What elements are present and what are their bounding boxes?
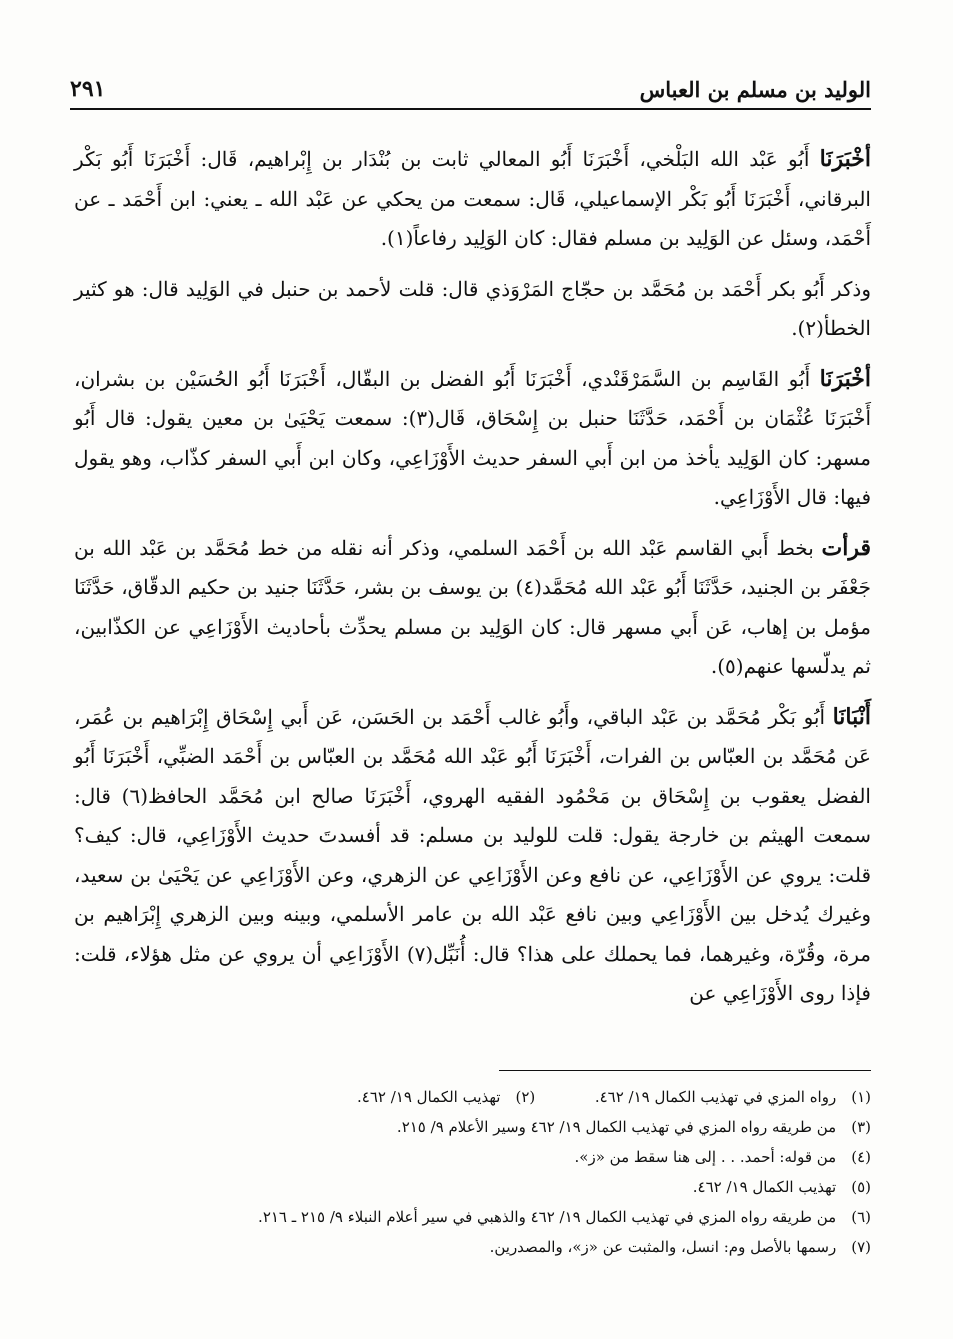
footnote-separator	[499, 1070, 871, 1071]
footnote-text: رسمها بالأصل وم: انسل، والمثبت عن «ز»، والمصدرين.	[489, 1238, 837, 1256]
footnote	[120, 1232, 871, 1262]
paragraph-text: بخط أَبي القاسم عَبْد الله بن أَحْمَد السلمي، وذكر أنه نقله من خط مُحَمَّد بن عَبْد الله بن جَعْفَر بن الجنيد، حَدَّثَنَا أَبُو عَبْد الله مُحَمَّد(٤) بن يوسف بن بشر، حَدَّثَنَا جنيد بن حكيم الدقّاق، حَدَّثَنَا مؤمل بن إهاب، عَن أَبي مسهر قال: كان الوَلِيد بن مسلم يحدِّث بأحاديث الأَوْزَاعِي عن الكذّابين، ثم يدلّسها عنهم(٥).	[74, 535, 871, 678]
paragraph-lead-word: أخْبَرَنَا	[819, 146, 871, 172]
paragraph-text: أَبُو القَاسِم بن السَّمَرْقَنْدي، أَخْبَرَنَا أَبُو الفضل بن البقّال، أَخْبَرَنَا أَبُو الحُسَيْن بن بشران، أَخْبَرَنَا عُثْمَان بن أَحْمَد، حَدَّثَنَا حنبل بن إِسْحَاق، قَال(٣): سمعت يَحْيَىٰ بن معين يقول: قال أَبُو مسهر: كان الوَلِيد يأخذ من ابن أَبي السفر حديث الأَوْزَاعِي، وكان ابن أَبي السفر كذّاب، وهو يقول فيها: قال الأَوْزَاعِي.	[74, 366, 871, 509]
paragraph-text: وذكر أَبُو بكر أَحْمَد بن مُحَمَّد بن حجّاج المَرْوَذي قال: قلت لأحمد بن حنبل في الوَلِيد قال: هو كثير الخطأ(٢).	[74, 276, 871, 340]
footnote	[120, 1142, 871, 1172]
footnote	[120, 1112, 871, 1142]
footnote	[120, 1202, 871, 1232]
footnote-number: (٢)	[515, 1088, 536, 1106]
paragraph-lead-word: أخْبَرَنَا	[819, 365, 871, 392]
footnote-text: من طريقه رواه المزي في تهذيب الكمال ١٩/ ٤٦٢ والذهبي في سير أعلام النبلاء ٩/ ٢١٥ ـ ٢١٦.	[258, 1208, 837, 1226]
chapter-title: الوليد بن مسلم بن العباس	[639, 77, 871, 102]
paragraph-text: أَبُو بَكْر مُحَمَّد بن عَبْد الباقي، وأَبُو غالب أَحْمَد بن الحَسَن، عَن أَبي إِسْحَاق إِبْرَاهيم بن عُمَر، عَن مُحَمَّد بن العبّاس بن الفرات، أَخْبَرَنَا أَبُو عَبْد الله مُحَمَّد بن العبّاس بن أَحْمَد الضبِّي، أَخْبَرَنَا أَبُو الفضل يعقوب بن إِسْحَاق بن مَحْمُود الفقيه الهروي، أَخْبَرَنَا صالح ابن مُحَمَّد الحافظ(٦) قال: سمعت الهيثم بن خارجة يقول: قلت للوليد بن مسلم: قد أفسدتَ حديث الأَوْزَاعِي، قال: كيف؟ قلت: يروي عن الأَوْزَاعِي، عن نافع وعن الأَوْزَاعِي عن الزهري، وعن الأَوْزَاعِي عن يَحْيَىٰ بن سعيد، وغيرك يُدخل بين الأَوْزَاعِي وبين نافع عَبْد الله بن عامر الأسلمي، وبينه وبين الزهري إِبْرَاهيم بن مرة، وقُرّة، وغيرهما، فما يحملك على هذا؟ قال: أُنَبِّل(٧) الأَوْزَاعِي أن يروي عن مثل هؤلاء، قلت: فإذا روى الأَوْزَاعِي عن	[74, 704, 871, 1005]
footnote-text: تهذيب الكمال ١٩/ ٤٦٢.	[357, 1088, 501, 1106]
footnote-text: من طريقه رواه المزي في تهذيب الكمال ١٩/ ٤٦٢ وسير الأعلام ٩/ ٢١٥.	[396, 1118, 837, 1136]
footnotes	[120, 1082, 871, 1262]
footnote-number: (٥)	[851, 1178, 871, 1196]
footnote-text: رواه المزي في تهذيب الكمال ١٩/ ٤٦٢.	[594, 1088, 837, 1106]
paragraph	[74, 529, 871, 687]
footnote-number: (٧)	[851, 1238, 871, 1256]
footnote	[120, 1082, 871, 1112]
paragraph-lead-word: قرأت	[821, 534, 872, 561]
paragraph-text: أَبُو عَبْد الله البَلْخي، أَخْبَرَنَا أَبُو المعالي ثابت بن بُنْدَار بن إِبْراهيم، قَال: أَخْبَرَنَا أَبُو بَكْر البرقاني، أَخْبَرَنَا أَبُو بَكْر الإسماعيلي، قَال: سمعت من يحكي عن عَبْد الله ـ يعني: ابن أَحْمَد ـ عن أَحْمَد، وسئل عن الوَلِيد بن مسلم فقال: كان الوَلِيد رفاعاً(١).	[74, 147, 871, 250]
paragraph	[74, 360, 871, 518]
paragraph	[74, 270, 871, 349]
page-number: ٢٩١	[70, 76, 106, 102]
paragraph	[74, 698, 871, 1014]
footnote-number: (٦)	[851, 1208, 871, 1226]
main-text	[74, 140, 871, 1025]
paragraph	[74, 140, 871, 259]
footnote	[120, 1172, 871, 1202]
footnote-number: (٣)	[851, 1118, 871, 1136]
footnote-text: تهذيب الكمال ١٩/ ٤٦٢.	[692, 1178, 837, 1196]
running-header	[70, 62, 871, 110]
footnote-number: (١)	[851, 1088, 871, 1106]
paragraph-lead-word: أَنْبَانَا	[832, 703, 871, 730]
footnote-text: من قوله: أحمد. . . إلى هنا سقط من «ز».	[574, 1148, 837, 1166]
footnote-number: (٤)	[851, 1148, 871, 1166]
